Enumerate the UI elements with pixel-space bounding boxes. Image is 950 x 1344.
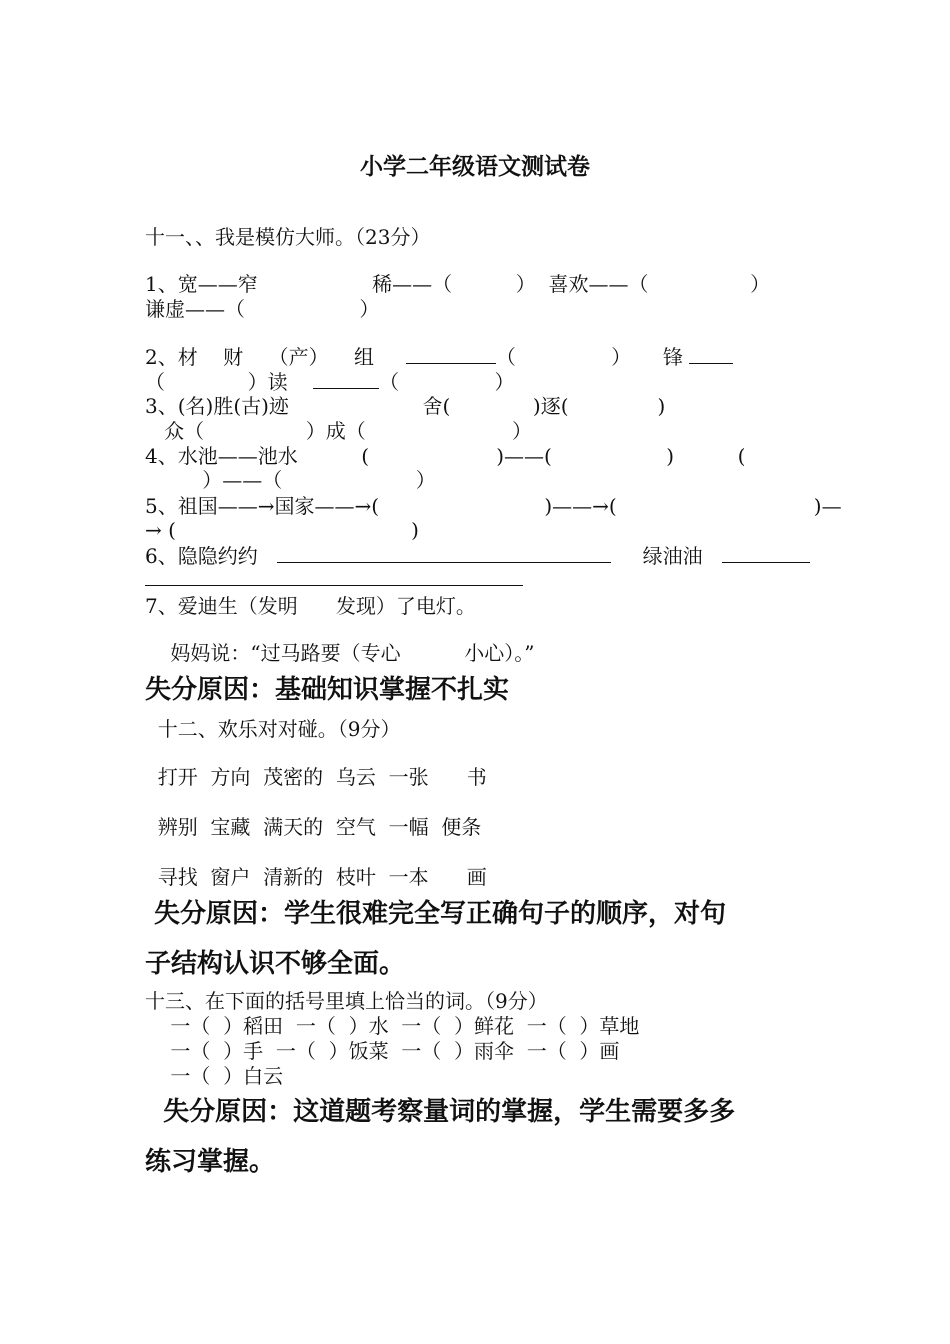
section-13-heading: 十三、在下面的括号里填上恰当的词。（9分） (145, 989, 548, 1013)
q6-line (145, 543, 810, 569)
q2-line-b (145, 369, 514, 395)
match-row-3: 寻找 窗户 清新的 枝叶 一本 画 (145, 865, 487, 889)
q2-line-a (145, 344, 733, 370)
q1-line-a: 1、宽——窄 稀——（ ） 喜欢——（ ） (145, 272, 771, 296)
q2-text-2: （ ） 锋 (495, 345, 690, 369)
q6-text-1: 6、隐隐约约 (145, 544, 277, 568)
section-12-heading: 十二、欢乐对对碰。（9分） (145, 717, 401, 741)
q3-line-b: 众（ ）成（ ） (145, 419, 533, 443)
q2-text-3: （ ）读 (145, 370, 314, 394)
answer-blank[interactable] (722, 544, 810, 563)
q5-line-b: → ( ) (145, 518, 419, 542)
q6-text-2: 绿油油 (610, 544, 722, 568)
q7-line: 7、爱迪生（发明 发现）了电灯。 (145, 594, 476, 618)
q3-line-a: 3、(名)胜(古)迹 舍( )逐( ) (145, 394, 666, 418)
q2-text-4: （ ） (379, 370, 515, 394)
reason-2-line-1: 失分原因：学生很难完全写正确句子的顺序，对句 (145, 899, 727, 929)
page-title: 小学二年级语文测试卷 (360, 154, 590, 180)
q4-line-a: 4、水池——池水 ( )——( ) ( (145, 444, 746, 468)
answer-blank-continued[interactable] (145, 585, 523, 586)
answer-blank[interactable] (277, 544, 611, 563)
reason-3-line-1: 失分原因：这道题考察量词的掌握，学生需要多多 (145, 1097, 736, 1127)
q5-line-a: 5、祖国——→国家——→( )——→( )— (145, 494, 842, 518)
q8-line: 妈妈说：“过马路要（专心 小心）。” (145, 641, 535, 665)
answer-blank[interactable] (689, 345, 733, 364)
answer-blank[interactable] (406, 345, 496, 364)
reason-1: 失分原因：基础知识掌握不扎实 (145, 675, 510, 705)
q4-line-b: ）——（ ） (145, 468, 436, 492)
section-11-heading: 十一、、我是模仿大师。（23分） (145, 225, 431, 249)
measure-row-3: 一（ ）白云 (145, 1064, 284, 1088)
reason-2-line-2: 子结构认识不够全面。 (145, 949, 406, 979)
answer-blank[interactable] (313, 370, 379, 389)
reason-3-line-2: 练习掌握。 (145, 1147, 276, 1177)
match-row-2: 辨别 宝藏 满天的 空气 一幅 便条 (145, 815, 482, 839)
match-row-1: 打开 方向 茂密的 乌云 一张 书 (145, 765, 487, 789)
measure-row-1: 一（ ）稻田 一（ ）水 一（ ）鲜花 一（ ）草地 (145, 1014, 640, 1038)
measure-row-2: 一（ ）手 一（ ）饭菜 一（ ）雨伞 一（ ）画 (145, 1039, 620, 1063)
q2-text-1: 2、材 财 （产） 组 (145, 345, 406, 369)
q1-line-b: 谦虚——（ ） (145, 297, 380, 321)
